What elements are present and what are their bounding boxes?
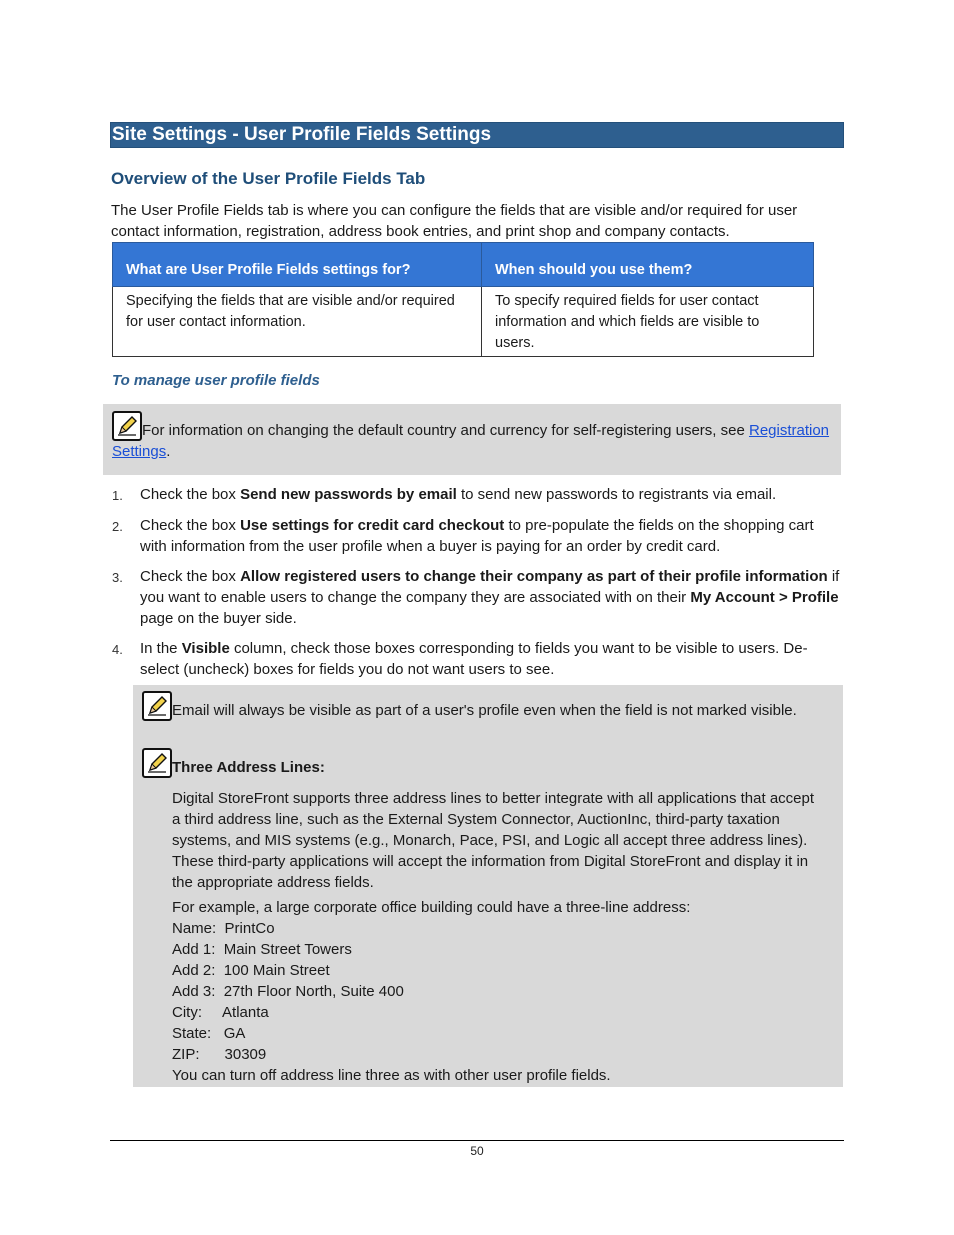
note-box [103, 404, 841, 475]
step-number: 2. [112, 519, 123, 534]
note-text-main: For information on changing the default country and currency for self-registering users, see [142, 422, 749, 439]
address-label: Add 3: [172, 983, 216, 1000]
address-label: City: [172, 1004, 202, 1021]
example-intro: For example, a large corporate office building could have a three-line address: [172, 899, 691, 916]
note-box [133, 685, 843, 1087]
note-pencil-icon [142, 691, 172, 721]
step-text [140, 515, 840, 557]
table-cell: Specifying the fields that are visible and/or required for user contact information. [113, 287, 482, 357]
intro-paragraph: The User Profile Fields tab is where you can configure the fields that are visible and/or required for user contact information, registration, address book entries, and print shop and company contacts. [111, 202, 798, 240]
step-text-post: to send new passwords to registrants via email. [456, 486, 777, 503]
address-line [172, 918, 822, 939]
email-note [142, 691, 832, 721]
table-row [113, 287, 814, 357]
procedure-heading: To manage user profile fields [112, 372, 320, 389]
address-line [172, 960, 822, 981]
three-lines-title: Three Address Lines: [172, 759, 325, 776]
table-header-cell: When should you use them? [482, 243, 814, 287]
address-line [172, 1002, 822, 1023]
step-number: 1. [112, 488, 123, 503]
step-text-pre: In the [140, 640, 182, 657]
address-label: Add 2: [172, 962, 216, 979]
address-line [172, 1023, 822, 1044]
overview-heading: Overview of the User Profile Fields Tab [111, 169, 426, 188]
address-value: PrintCo [224, 920, 275, 937]
address-label: Add 1: [172, 941, 216, 958]
step-option-name: Allow registered users to change their company as part of their profile information [240, 568, 828, 585]
step-column-name: Visible [181, 640, 230, 657]
registration-settings-link[interactable]: Registration Settings [112, 422, 830, 460]
email-note-text: Email will always be visible as part of a user's profile even when the field is not marked visible. [172, 702, 797, 719]
step-number: 3. [112, 570, 123, 585]
step-number: 4. [112, 642, 123, 657]
step-text-pre: Check the box [140, 517, 241, 534]
footer-divider [110, 1140, 844, 1141]
step-text-pre: Check the box [140, 486, 241, 503]
note-pencil-icon [142, 748, 172, 778]
closing-text: You can turn off address line three as with other user profile fields. [172, 1067, 611, 1084]
three-lines-heading [142, 748, 832, 778]
step-option-name: Use settings for credit card checkout [240, 517, 505, 534]
three-lines-body: Digital StoreFront supports three address lines to better integrate with all applications that accept a third address line, such as the External System Connector, AuctionInc, third-party taxation systems, and MIS systems (e.g., Monarch, Pace, PSI, and Logic all accept three address lines). These third-party applications will accept the information from Digital StoreFront and display it in the appropriate address fields. [172, 790, 815, 891]
step-option-name: Send new passwords by email [240, 486, 457, 503]
address-label: Name: [172, 920, 217, 937]
step-text-post: column, check those boxes corresponding to fields you want to be visible to users. De-select (uncheck) boxes for fields you do not want users to see. [140, 640, 808, 678]
step-text-pre: Check the box [140, 568, 241, 585]
page-number: 50 [470, 1144, 484, 1158]
address-value: Main Street Towers [223, 941, 352, 958]
address-line [172, 1044, 822, 1065]
address-value: 100 Main Street [223, 962, 330, 979]
address-value: Atlanta [222, 1004, 269, 1021]
table-cell: To specify required fields for user contact information and which fields are visible to users. [482, 287, 814, 357]
step-text-post: to pre-populate the fields on the shopping cart with information from the user profile when a buyer is paying for an order by credit card. [140, 517, 814, 555]
address-label: ZIP: [172, 1046, 200, 1063]
section-title-bar [110, 122, 844, 148]
step-text [140, 566, 840, 629]
address-value: 27th Floor North, Suite 400 [223, 983, 404, 1000]
overview-table [112, 242, 814, 357]
step-text-post: page on the buyer side. [140, 610, 297, 627]
note-text [112, 411, 832, 462]
address-line [172, 981, 822, 1002]
note-text-end: . [166, 443, 171, 460]
step-text [140, 638, 840, 680]
table-header-row [113, 243, 814, 287]
table-header-cell: What are User Profile Fields settings for? [113, 243, 482, 287]
address-value: GA [223, 1025, 246, 1042]
step-text-mid: if you want to enable users to change the company they are associated with on their [140, 568, 840, 606]
step-text [140, 484, 840, 505]
address-line [172, 939, 822, 960]
address-label: State: [172, 1025, 212, 1042]
example-address [172, 918, 822, 1065]
note-pencil-icon [112, 411, 142, 441]
step-page-name: My Account > Profile [690, 589, 839, 606]
section-title: Site Settings - User Profile Fields Settings [112, 124, 492, 145]
address-value: 30309 [224, 1046, 267, 1063]
